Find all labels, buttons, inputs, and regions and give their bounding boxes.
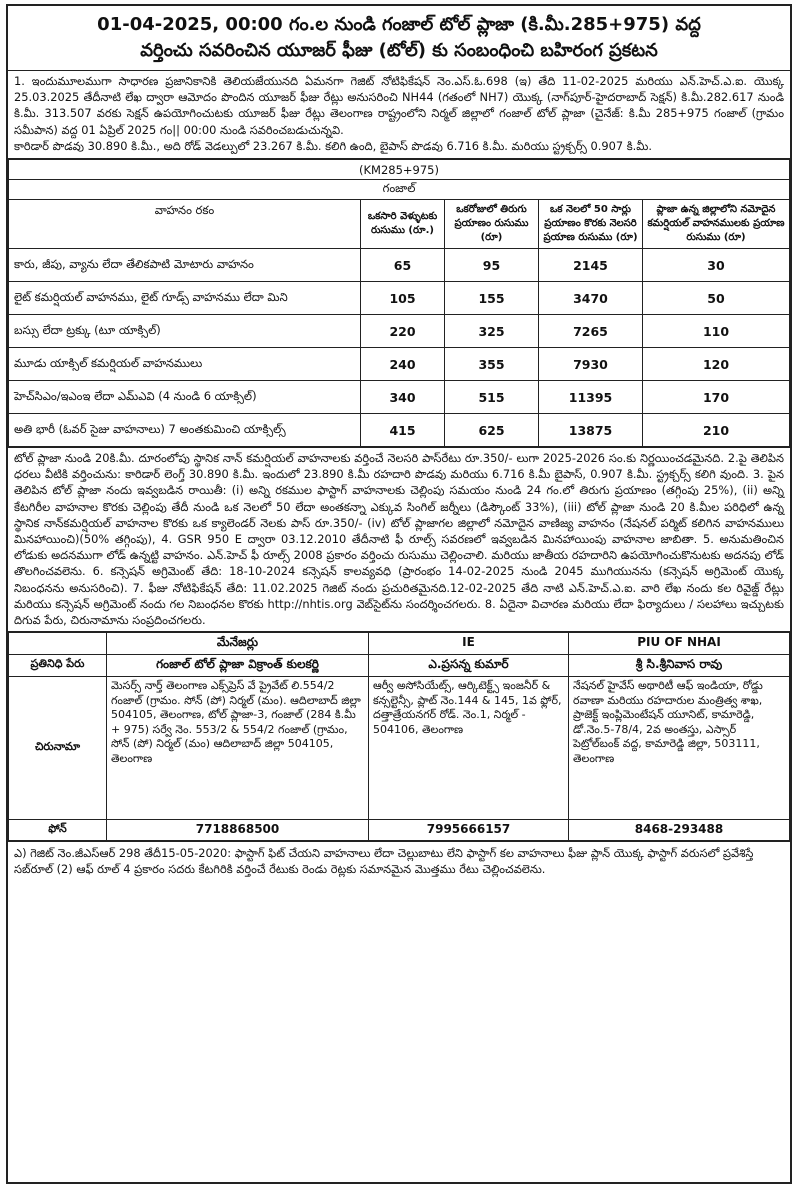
vehicle-type: బస్సు లేదా ట్రక్కు (టూ యాక్సిల్)	[9, 315, 361, 348]
public-notice	[6, 4, 792, 1184]
return-fee: 355	[445, 348, 539, 381]
return-fee: 325	[445, 315, 539, 348]
intro-text: 1. ఇందుమూలముగా సాధారణ ప్రజానికానికి తెలియజేయునది ఏమనగా గెజిట్ నోటిఫికేషన్ నెం.ఎస్.ఓ.698 (ఇ) తేది 11-02-2025 మరియు ఎన్.హెచ్.ఎ.ఐ. యొక్క 25.03.2025 తేదీనాటి లేఖ ద్వారా ఆమోదం పొందిన యూజర్ ఫీజు రేట్లు అనుసరించి NH44 (గతంలో NH7) యొక్క (నాగ్‌పూర్-హైదరాబాద్ సెక్షన్) కి.మీ.282.617 నుండి కి.మీ. 313.507 వరకు సెక్షన్ ఉపయోగించుటకు యూజర్ ఫీజు రేట్లు తెలంగాణ రాష్ట్రంలోని నిర్మల్ జిల్లాలో గంజాల్ టోల్ ప్లాజా (చైనేజ్: కి.మీ 285+975 గంజాల్ (గ్రామం సమీపాన) వద్ద 01 ఏప్రిల్ 2025 గం|| 00:00 నుండి సవరించబడుచున్నవి.	[14, 74, 784, 137]
conditions-paragraph: టోల్ ప్లాజా నుండి 20కి.మీ. దూరంలోపు స్థానిక నాన్ కమర్షియల్ వాహనాలకు వర్తించే నెలసరి పాస్‌రేటు రూ.350/- లుగా 2025-2026 సం.కు నిర్ణయించడమైనది. 2.పై తెలిపిన ధరలు వీటికి వర్తించును: కారిడార్ లెంగ్త్ 30.890 కి.మీ. ఇందులో 23.890 కి.మీ రహదారి పొడవు మరియు 6.716 కి.మీ బైపాస్, 0.907 కి.మీ. స్ట్రక్చర్స్ కలిగి వుంది. 3. పైన తెలిపిన టోల్ ప్లాజా నందు ఇవ్వబడిన రాయితీ: (i) అన్ని రకముల ఫాస్టాగ్ వాహనాలకు చెల్లింపు సమయం నుండి 24 గం.లో తిరుగు ప్రయాణం (తగ్గింపు 25%), (ii) అన్ని కేటగిరీల వాహనాల కొరకు చెల్లింపు తేదీ నుండి ఒక నెలలో 50 లేదా అంతకన్నా ఎక్కువ సింగిల్ జర్నీలు (డిస్కౌంట్ 33%), (iii) టోల్ ప్లాజా నుండి 20 కి.మీల పరిధిలో ఉన్న స్థానిక నాన్‌కమర్షియల్ వాహనాల కొరకు ఒక క్యాలెండర్ నెలకు పాస్ రూ.350/- (iv) టోల్ ప్లాజాగల జిల్లాలో నమోదైన వాణిజ్య వాహనం (నేషనల్ పర్మిట్ కలిగిన వాహనములు మినహాయించి)(50% తగ్గింపు), 4. GSR 950 E ద్వారా 03.12.2010 తేదీనాటి ఫీ రూల్స్ సవరణలో ఇవ్వబడిన మినహాయింపు వాహనాల జాబితా. 5. అనుమతించిన లోడుకు అదనముగా లోడ్ ఉన్నట్టి వాహనం. ఎన్.హెచ్ ఫీ రూల్స్ 2008 ప్రకారం వర్తించు రుసుము చెల్లించాలి. మరియు జాతీయ రహదారిని ఉపయోగించుకొనుటకు అదనపు లోడ్ తొలగించవలెను. 6. కన్సెషన్ అగ్రిమెంట్ తేది: 18-10-2024 కన్సెషన్ కాలవ్యవధి (ప్రారంభం 14-02-2025 నుండి 2045 ముగియునను (కన్సెషన్ అగ్రిమెంట్ యొక్క నిబంధనను అనుసరించి). 7. ఫీజు నోటిఫికేషన్ తేది: 11.02.2025 గెజిట్ నందు ప్రచురితమైనది.12-02-2025 తేది నాటి ఎన్.హెచ్.ఎ.ఐ. వారి లేఖ నందు కల రివైజ్డ్ రేట్లు మరియు కన్సెషన్ అగ్రిమెంట్ నందు గల నిబంధనల కొరకు http://nhtis.org వెబ్‌సైట్‌ను సందర్శించగలరు. 8. ఏదైనా విచారణ మరియు లేదా ఫిర్యాదులు / సలహాలు ఇచ్చుటకు దిగువ పేరు, చిరునామాను సంప్రదించగలరు.	[8, 447, 790, 632]
single-fee: 415	[361, 414, 445, 447]
corridor-text: కారిడార్ పొడవు 30.890 కి.మీ., అది రోడ్ వెడల్పులో 23.267 కి.మీ. కలిగి ఉంది, బైపాస్ పొడవు 6.716 కి.మీ. మరియు స్ట్రక్చర్స్ 0.907 కి.మీ.	[14, 138, 652, 153]
col-header-single-trip: ఒకసారి వెళ్ళుటకు రుసుము (రూ.)	[361, 200, 445, 249]
contact-corner	[9, 633, 107, 655]
return-fee: 155	[445, 282, 539, 315]
intro-paragraph	[8, 71, 790, 159]
plaza-km: (KM285+975)	[9, 160, 790, 180]
col-header-vehicle-type: వాహనం రకం	[9, 200, 361, 249]
vehicle-type: హెచ్‌సిఎం/ఇఎంఇ లేదా ఎమ్ఎవి (4 నుండి 6 యాక్సిల్)	[9, 381, 361, 414]
monthly-fee: 11395	[539, 381, 643, 414]
ie-phone: 7995666157	[369, 820, 569, 841]
vehicle-type: అతి భారీ (ఓవర్ సైజు వాహనాలు) 7 అంతకుమించి యాక్సిల్స్	[9, 414, 361, 447]
col-header-return-trip: ఒకరోజులో తిరుగు ప్రయాణం రుసుము (రూ)	[445, 200, 539, 249]
col-header-piu: PIU OF NHAI	[569, 633, 790, 655]
single-fee: 65	[361, 249, 445, 282]
fastag-note: ఎ) గెజిట్ నెం.జీఎస్ఆర్ 298 తేదీ15-05-2020: ఫాస్టాగ్ ఫిట్ చేయని వాహనాలు లేదా చెల్లుబాటు లేని ఫాస్టాగ్ కల వాహనాలు ఫీజు ప్లాన్ యొక్క ఫాస్టాగ్ వరుసలో ప్రవేశిస్తే సబ్‌రూల్ (2) ఆఫ్ రూల్ 4 ప్రకారం సదరు కేటగిరికి వర్తించే రేటుకు రెండు రెట్లకు సమానమైన మొత్తము రేటు చెల్లించవలెను.	[8, 841, 790, 880]
vehicle-type: లైట్ కమర్షియల్ వాహనము, లైట్ గూడ్స్ వాహనము లేదా మిని	[9, 282, 361, 315]
manager-address: మెసర్స్ నార్త్ తెలంగాణ ఎక్స్‌ప్రెస్ వే ప్రైవేట్ లి.554/2 గంజాల్ (గ్రామం. సోన్ (పో) నిర్మల్ (మం). ఆదిలాబాద్ జిల్లా 504105, తెలంగాణ, టోల్ ప్లాజా-3, గంజాల్ (284 కి.మీ + 975) సర్వే నెం. 553/2 & 554/2 గంజాల్ (గ్రామం, సోన్ (పో) నిర్మల్ (మం) ఆదిలాబాద్ జిల్లా 504105, తెలంగాణ	[107, 677, 369, 820]
piu-name: శ్రీ సి.శ్రీనివాస రావు	[569, 655, 790, 677]
monthly-fee: 13875	[539, 414, 643, 447]
piu-address: నేషనల్ హైవేస్ అథారిటీ ఆఫ్ ఇండియా, రోడ్డు రవాణా మరియు రహదారుల మంత్రిత్వ శాఖ, ప్రాజెక్ట్ ఇంప్లిమెంటేషన్ యూనిట్, కామారెడ్డి, డో.నెం.5-78/4, 2వ అంతస్తు, ఎస్సార్ పెట్రోల్‌బంక్ వద్ద, కామారెడ్డి జిల్లా, 503111, తెలంగాణ	[569, 677, 790, 820]
monthly-fee: 7930	[539, 348, 643, 381]
title-line-1: 01-04-2025, 00:00 గం.ల నుండి గంజాల్ టోల్ ప్లాజా (కి.మీ.285+975) వద్ద	[97, 14, 701, 35]
col-header-monthly-pass: ఒక నెలలో 50 సార్లు ప్రయాణం కొరకు నెలసరి ప్రయాణ రుసుము (రూ)	[539, 200, 643, 249]
address-label: చిరునామా	[9, 677, 107, 820]
local-fee: 170	[643, 381, 790, 414]
local-fee: 110	[643, 315, 790, 348]
col-header-manager: మేనేజర్లు	[107, 633, 369, 655]
notice-title	[8, 6, 790, 71]
phone-label: ఫోన్	[9, 820, 107, 841]
return-fee: 515	[445, 381, 539, 414]
ie-name: ఎ.ప్రసన్న కుమార్	[369, 655, 569, 677]
title-line-2: వర్తించు సవరించిన యూజర్ ఫీజు (టోల్) కు సంబంధించి బహిరంగ ప్రకటన	[140, 40, 658, 61]
col-header-ie: IE	[369, 633, 569, 655]
col-header-local-commercial: ప్లాజా ఉన్న జిల్లాలోని నమోదైన కమర్షియల్ వాహనములకు ప్రయాణ రుసుము (రూ)	[643, 200, 790, 249]
vehicle-type: కారు, జీపు, వ్యాను లేదా తేలికపాటి మోటారు వాహనం	[9, 249, 361, 282]
table-row	[9, 348, 790, 381]
table-row	[9, 381, 790, 414]
return-fee: 625	[445, 414, 539, 447]
single-fee: 340	[361, 381, 445, 414]
monthly-fee: 7265	[539, 315, 643, 348]
manager-phone: 7718868500	[107, 820, 369, 841]
table-row	[9, 414, 790, 447]
return-fee: 95	[445, 249, 539, 282]
local-fee: 50	[643, 282, 790, 315]
single-fee: 220	[361, 315, 445, 348]
single-fee: 105	[361, 282, 445, 315]
rep-name-label: ప్రతినిధి పేరు	[9, 655, 107, 677]
manager-name: గంజాల్ టోల్ ప్లాజా విక్రాంత్ కులకర్ణి	[107, 655, 369, 677]
monthly-fee: 3470	[539, 282, 643, 315]
local-fee: 120	[643, 348, 790, 381]
monthly-fee: 2145	[539, 249, 643, 282]
piu-phone: 8468-293488	[569, 820, 790, 841]
vehicle-type: మూడు యాక్సిల్ కమర్షియల్ వాహనములు	[9, 348, 361, 381]
single-fee: 240	[361, 348, 445, 381]
table-row	[9, 315, 790, 348]
toll-rate-table	[8, 159, 790, 447]
local-fee: 30	[643, 249, 790, 282]
table-row	[9, 249, 790, 282]
table-row	[9, 282, 790, 315]
plaza-name: గంజాల్	[9, 180, 790, 200]
ie-address: ఆర్వీ అసోసియేట్స్, ఆర్కిటెక్ట్స్ ఇంజనీర్ & కన్సల్టెన్సీ, ప్లాట్ నెం.144 & 145, 1వ ఫ్లోర్, దత్తాత్రేయనగర్ రోడ్. నెం.1, నిర్మల్ - 504106, తెలంగాణ	[369, 677, 569, 820]
local-fee: 210	[643, 414, 790, 447]
contact-table	[8, 632, 790, 841]
